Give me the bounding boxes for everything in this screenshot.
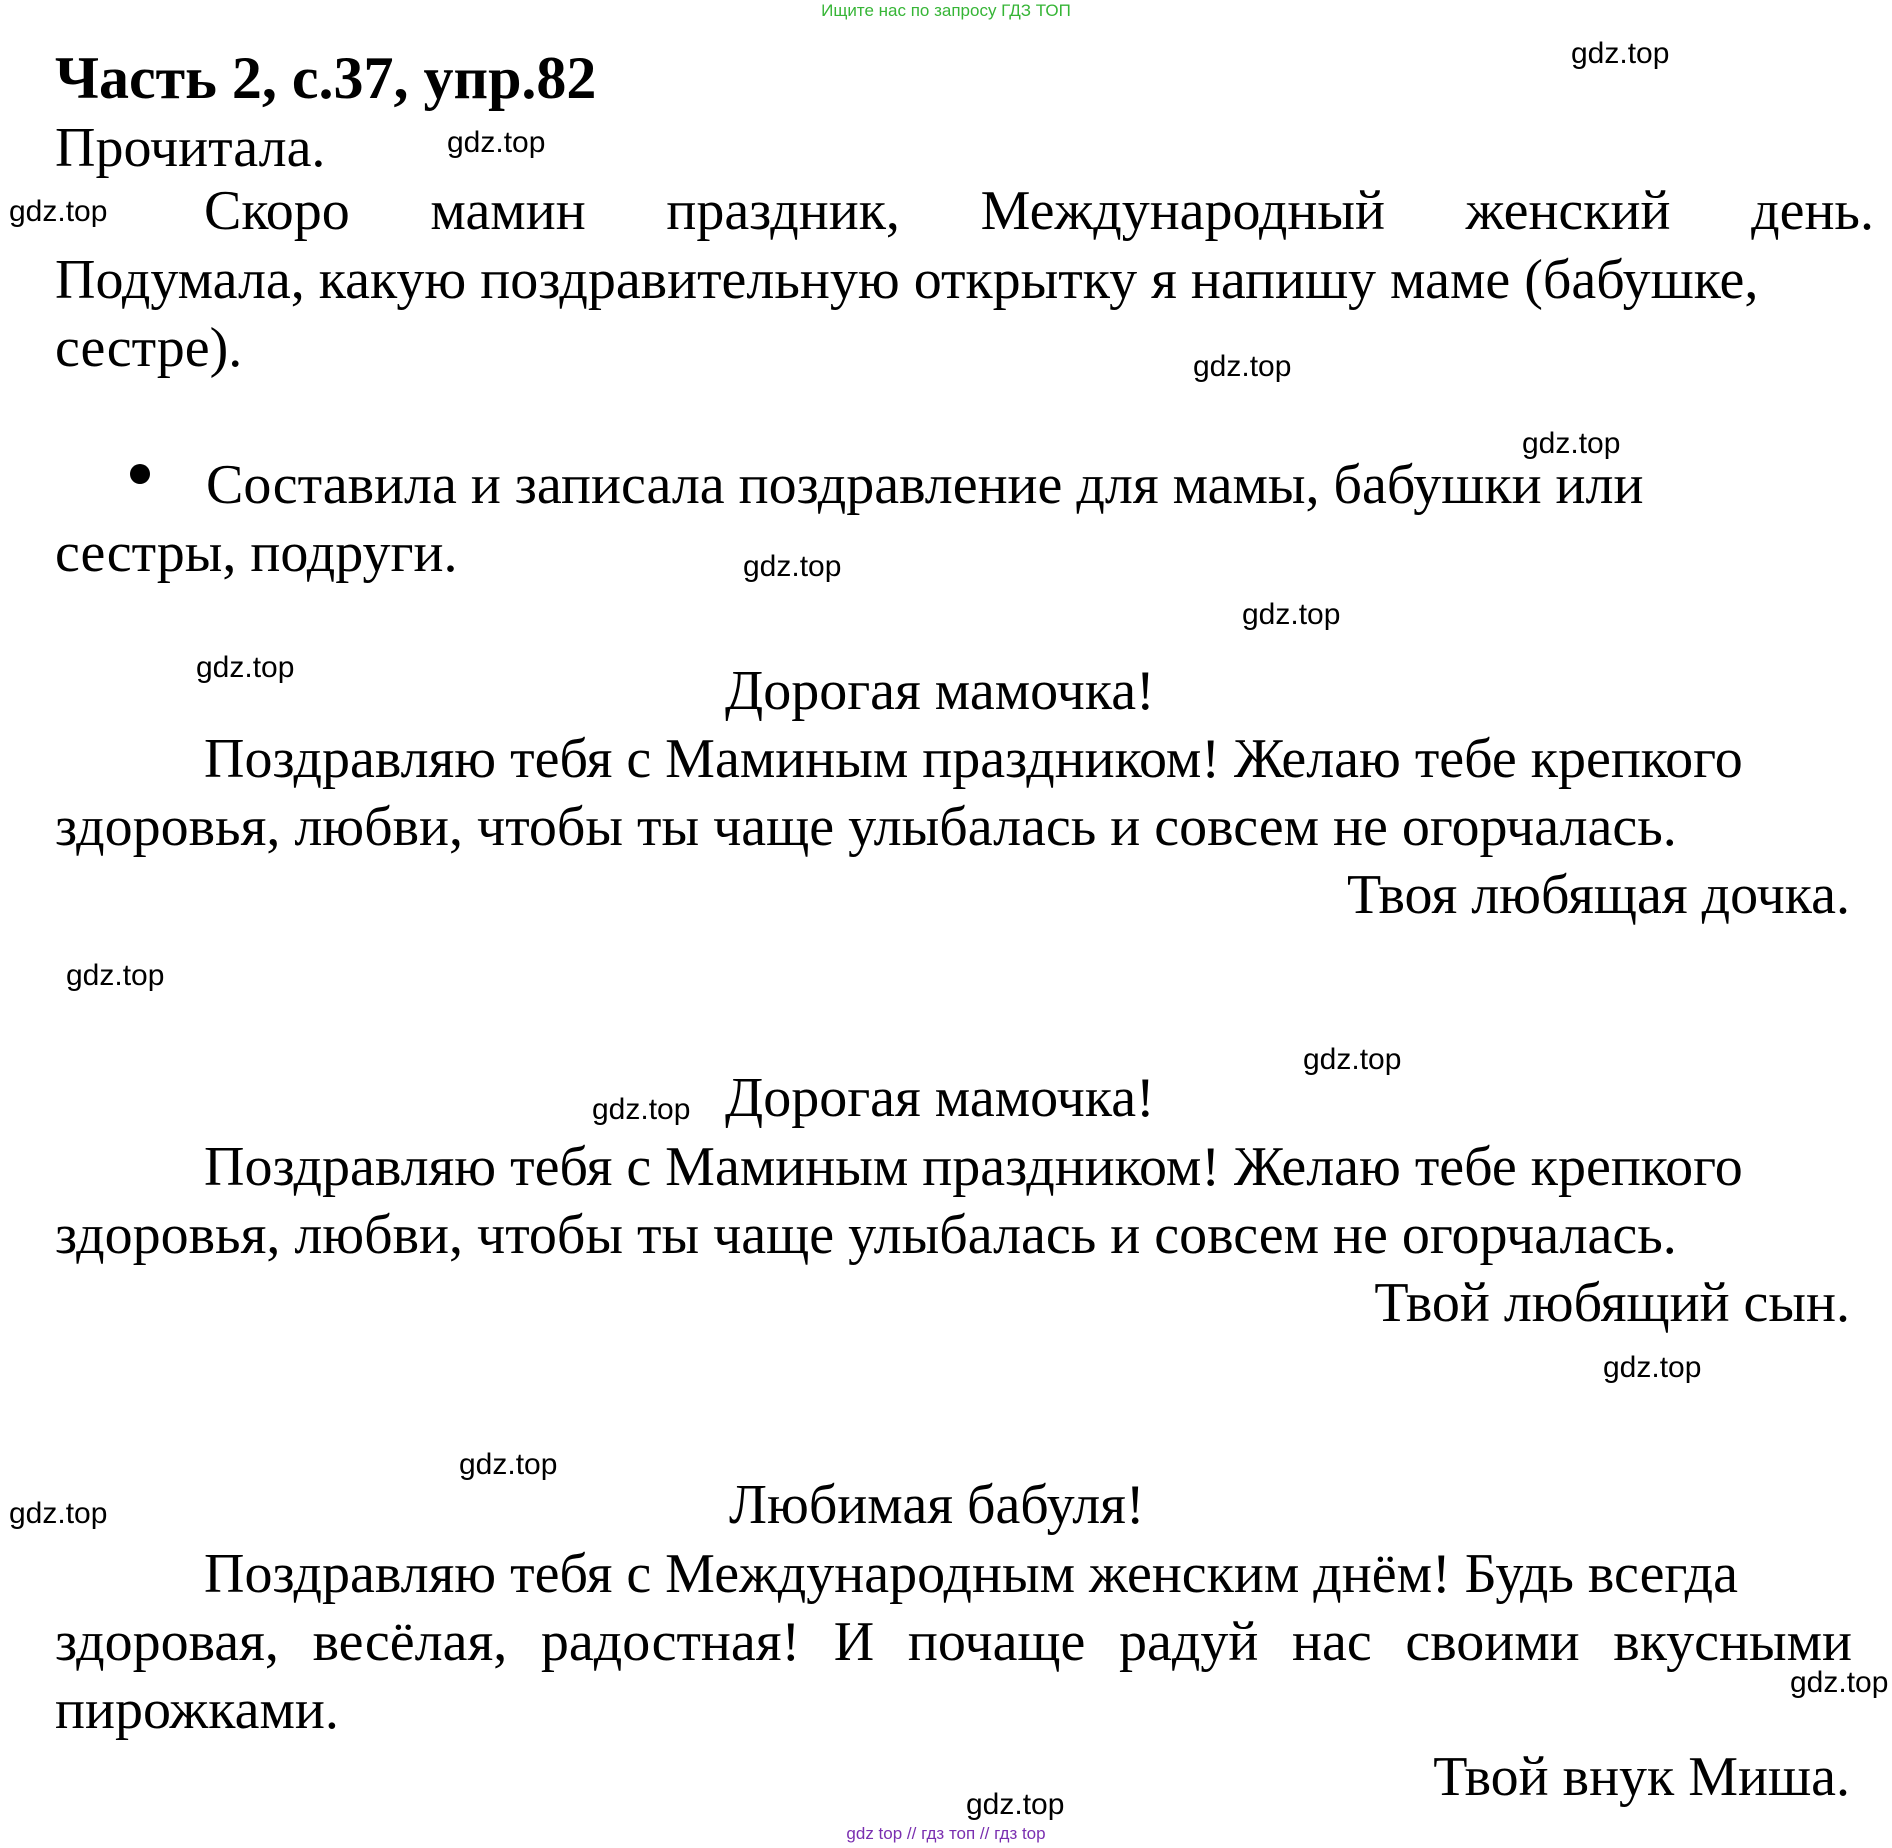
watermark: gdz.top [1603, 1351, 1702, 1384]
watermark: gdz.top [459, 1448, 558, 1481]
card3-word: вкусными [1613, 1611, 1852, 1673]
footer-links: gdz top // гдз топ // гдз top [846, 1824, 1046, 1843]
intro-word: день. [1751, 180, 1874, 242]
watermark: gdz.top [9, 195, 108, 228]
card1-line-2: здоровья, любви, чтобы ты чаще улыбалась и совсем не огорчалась. [55, 796, 1677, 858]
card3-word: здоровая, [55, 1611, 279, 1673]
page-title: Часть 2, с.37, упр.82 [55, 45, 597, 111]
card2-line-1: Поздравляю тебя с Маминым праздником! Желаю тебе крепкого [204, 1136, 1743, 1198]
top-banner: Ищите нас по запросу ГДЗ ТОП [821, 1, 1071, 20]
watermark: gdz.top [1193, 350, 1292, 383]
card3-line-1: Поздравляю тебя с Международным женским днём! Будь всегда [204, 1543, 1738, 1605]
watermark: gdz.top [196, 651, 295, 684]
card3-word: нас [1292, 1611, 1372, 1673]
watermark: gdz.top [1242, 598, 1341, 631]
task-line-2: сестры, подруги. [55, 522, 458, 584]
card1-greeting: Дорогая мамочка! [725, 660, 1155, 722]
watermark: gdz.top [447, 126, 546, 159]
watermark: gdz.top [9, 1497, 108, 1530]
card2-line-2: здоровья, любви, чтобы ты чаще улыбалась и совсем не огорчалась. [55, 1204, 1677, 1266]
card3-word: весёлая, [312, 1611, 508, 1673]
card3-line-3: пирожками. [55, 1679, 339, 1741]
card2-greeting: Дорогая мамочка! [725, 1067, 1155, 1129]
card3-word: почаще [907, 1611, 1086, 1673]
intro-word: Скоро [204, 180, 350, 242]
card3-word: И [833, 1611, 875, 1673]
watermark: gdz.top [743, 550, 842, 583]
card3-line-2 [55, 1608, 1852, 1676]
intro-word: женский [1465, 180, 1671, 242]
card1-line-1: Поздравляю тебя с Маминым праздником! Желаю тебе крепкого [204, 728, 1743, 790]
intro-line-1: Прочитала. [55, 117, 326, 179]
intro-line-3: Подумала, какую поздравительную открытку я напишу маме (бабушке, [55, 249, 1759, 311]
watermark: gdz.top [1522, 427, 1621, 460]
watermark: gdz.top [592, 1093, 691, 1126]
card3-word: радуй [1119, 1611, 1259, 1673]
watermark: gdz.top [1790, 1666, 1889, 1699]
bullet-icon [130, 464, 150, 484]
watermark: gdz.top [1571, 37, 1670, 70]
task-line-1: Составила и записала поздравление для мамы, бабушки или [206, 454, 1644, 516]
watermark: gdz.top [966, 1788, 1065, 1821]
watermark: gdz.top [1303, 1043, 1402, 1076]
card3-greeting: Любимая бабуля! [729, 1474, 1145, 1536]
intro-word: праздник, [666, 180, 900, 242]
card3-word: своими [1405, 1611, 1580, 1673]
intro-word: Международный [980, 180, 1385, 242]
card3-signature: Твой внук Миша. [1433, 1746, 1850, 1808]
card3-word: радостная! [540, 1611, 801, 1673]
card2-signature: Твой любящий сын. [1374, 1272, 1850, 1334]
intro-line-2 [204, 177, 1874, 245]
watermark: gdz.top [66, 959, 165, 992]
intro-line-4: сестре). [55, 317, 243, 379]
intro-word: мамин [430, 180, 586, 242]
card1-signature: Твоя любящая дочка. [1347, 864, 1850, 926]
